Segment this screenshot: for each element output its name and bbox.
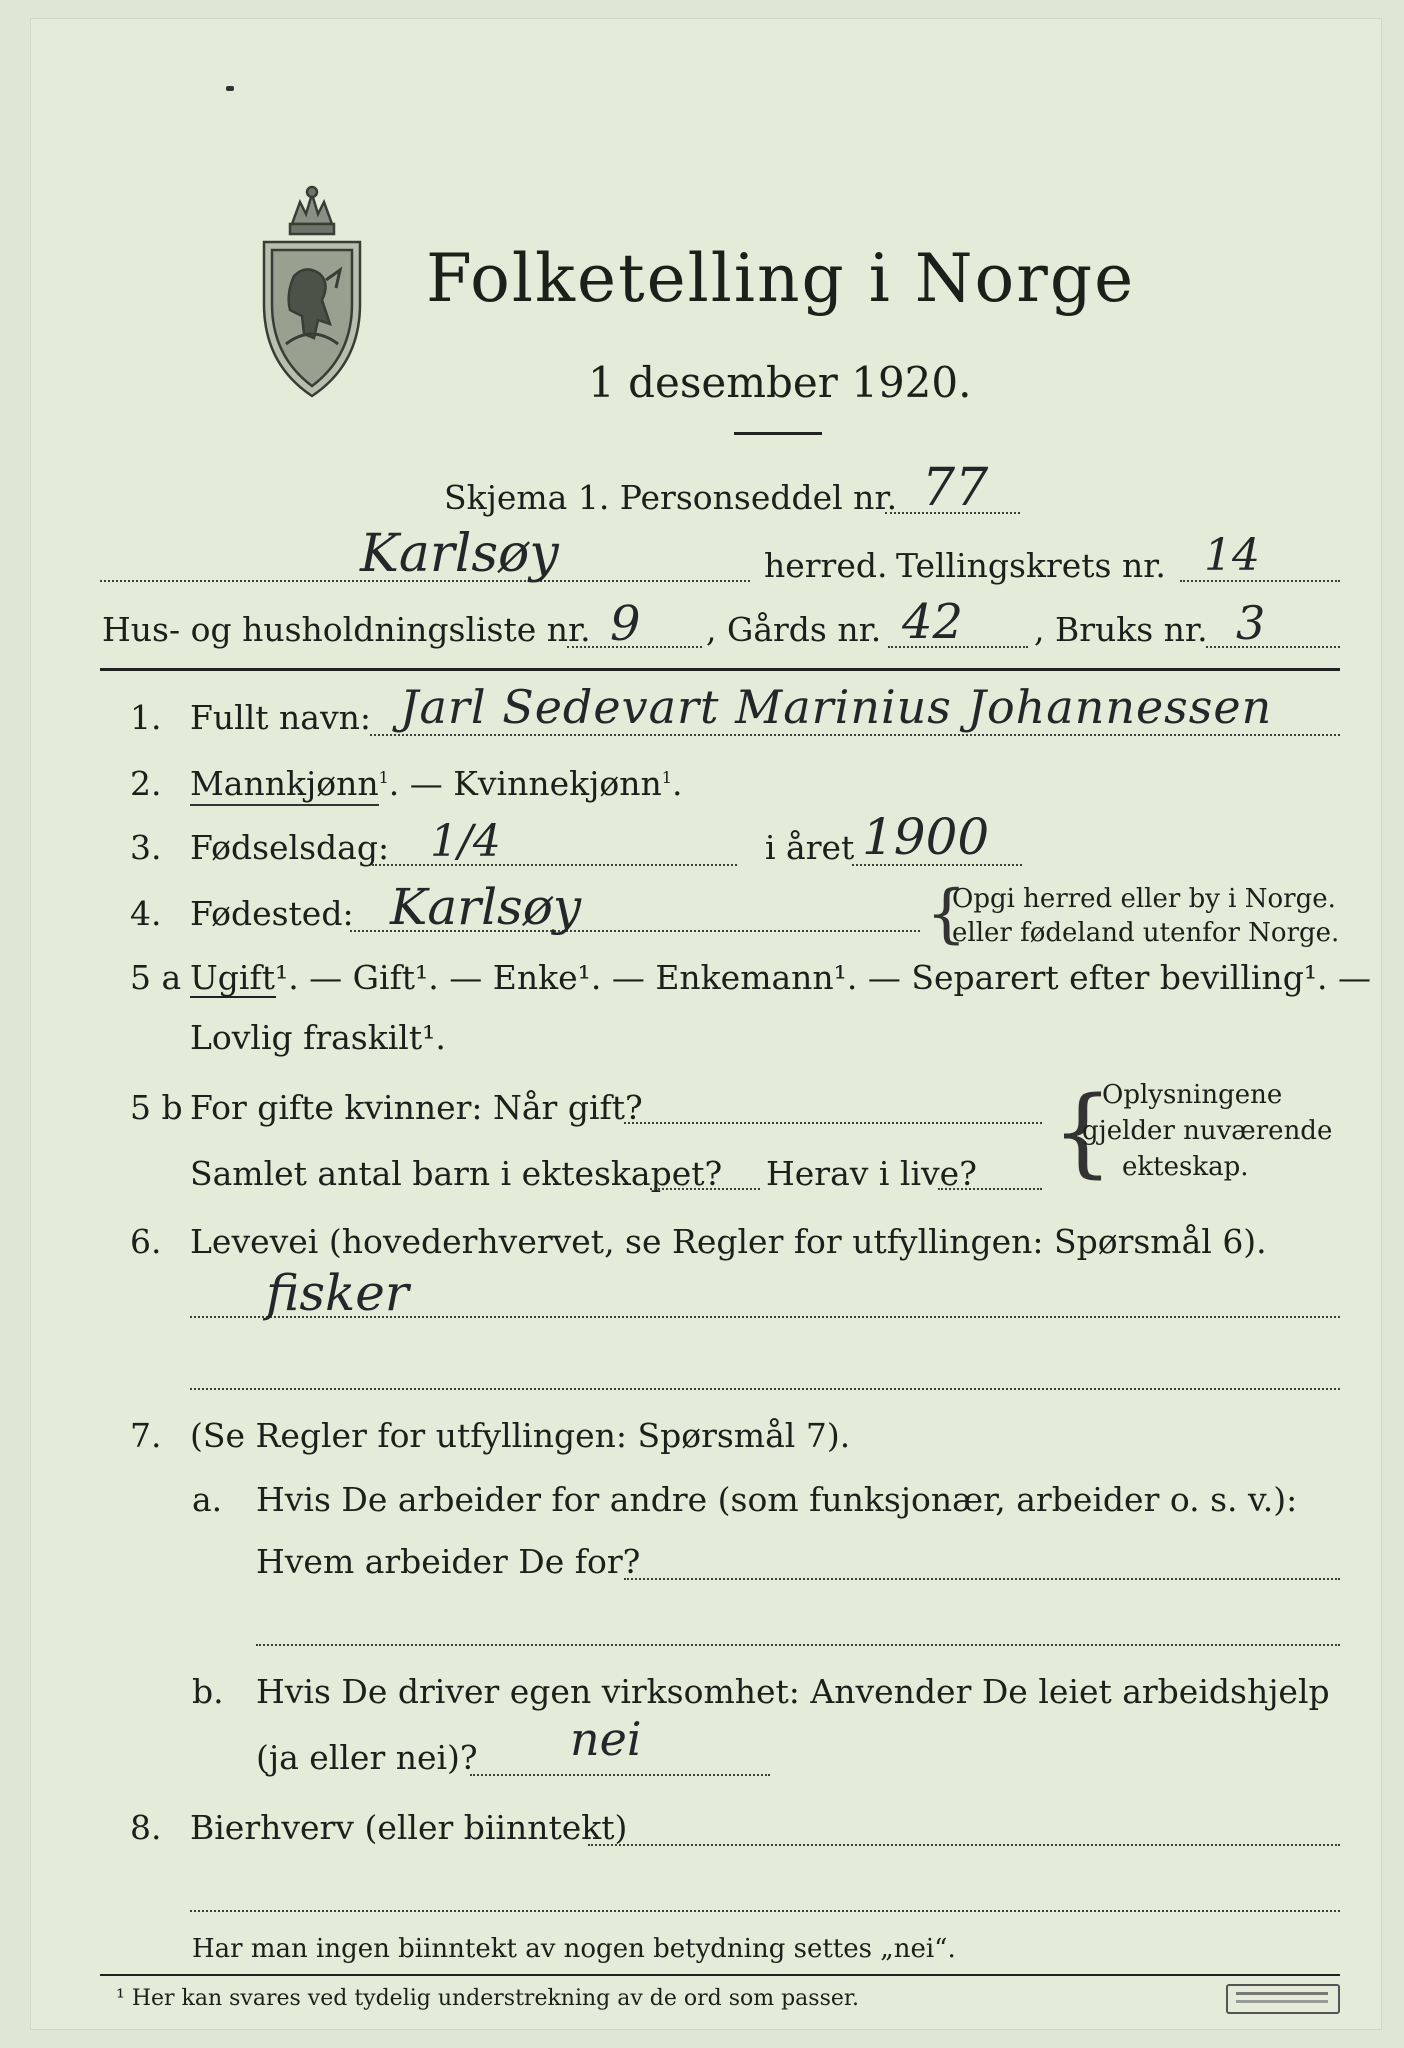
q6-number: 6. — [130, 1222, 162, 1261]
tellingskrets-number: 14 — [1204, 530, 1260, 581]
q8-note: Har man ingen biinntekt av nogen betydning settes „nei“. — [192, 1934, 956, 1964]
schema-label: Skjema 1. Personseddel nr. — [444, 478, 898, 517]
ink-spot — [226, 86, 234, 91]
q7b-text-2: (ja eller nei)? — [256, 1738, 478, 1777]
q4-label: Fødested: — [190, 894, 354, 933]
q2-female-option: Kvinnekjønn — [453, 764, 662, 803]
q4-birthplace: Karlsøy — [390, 878, 582, 936]
q1-full-name: Jarl Sedevart Marinius Johannessen — [400, 680, 1273, 734]
q6-occupation: fisker — [266, 1264, 409, 1322]
printer-stamp — [1226, 1984, 1340, 2014]
q1-number: 1. — [130, 698, 162, 737]
q5b-note-2: gjelder nuværende — [1082, 1116, 1333, 1146]
q4-number: 4. — [130, 894, 162, 933]
q2-number: 2. — [130, 764, 162, 803]
q5b-brace: { — [1052, 1076, 1114, 1188]
footer-rule — [100, 1974, 1340, 1976]
q5a-options: Ugift¹. — Gift¹. — Enke¹. — Enkemann¹. — Separert efter bevilling¹. — — [190, 958, 1372, 997]
bruks-number: 3 — [1236, 596, 1266, 650]
q1-line — [370, 734, 1340, 736]
q8-number: 8. — [130, 1808, 162, 1847]
q2-male-option: Mannkjønn — [190, 764, 379, 806]
page-subtitle: 1 desember 1920. — [588, 358, 972, 407]
herred-value: Karlsøy — [360, 524, 559, 584]
q3-number: 3. — [130, 828, 162, 867]
q7b-text: Hvis De driver egen virksomhet: Anvender De leiet arbeidshjelp — [256, 1672, 1330, 1711]
q3-birth-year: 1900 — [862, 808, 990, 866]
coat-of-arms-icon — [256, 184, 368, 402]
q5b-label: For gifte kvinner: Når gift? — [190, 1088, 643, 1127]
q2-separator: . — — [388, 764, 454, 803]
q5b-children-label: Samlet antal barn i ekteskapet? — [190, 1154, 723, 1193]
q7a-letter: a. — [192, 1480, 223, 1519]
q5b-note-1: Oplysningene — [1102, 1080, 1283, 1110]
page-title: Folketelling i Norge — [426, 240, 1136, 317]
title-rule — [734, 432, 822, 435]
hus-label: Hus- og husholdningsliste nr. — [102, 610, 591, 649]
q5a-options-2: Lovlig fraskilt¹. — [190, 1018, 446, 1057]
q1-label: Fullt navn: — [190, 698, 371, 737]
q6-line-2 — [190, 1388, 1340, 1390]
q5a-number: 5 a — [130, 958, 182, 997]
q2-options: Mannkjønn$^1$. — Kvinnekjønn$^1$. — [190, 764, 682, 803]
gards-label: , Gårds nr. — [706, 610, 882, 649]
personseddel-number: 77 — [922, 458, 989, 518]
q7a-text: Hvis De arbeider for andre (som funksjonær, arbeider o. s. v.): — [256, 1480, 1298, 1519]
q3-birth-day: 1/4 — [430, 816, 501, 867]
q5b-when-line — [624, 1122, 1042, 1124]
q4-note-1: Opgi herred eller by i Norge. — [952, 884, 1336, 914]
q3-label: Fødselsdag: — [190, 828, 390, 867]
header-rule — [100, 668, 1340, 671]
q7a-line-1 — [624, 1578, 1340, 1580]
bruks-line — [1206, 646, 1340, 648]
q7a-line-2 — [256, 1644, 1340, 1646]
q8-label: Bierhverv (eller biinntekt) — [190, 1808, 628, 1847]
q4-note-2: eller fødeland utenfor Norge. — [952, 918, 1340, 948]
q3-day-line — [372, 864, 737, 866]
q5b-alive-label: Herav i live? — [766, 1154, 977, 1193]
q5b-note-3: ekteskap. — [1122, 1152, 1249, 1182]
q5b-alive-line — [938, 1188, 1042, 1190]
q4-brace: { — [926, 877, 967, 951]
q7b-answer: nei — [570, 1712, 642, 1766]
q7b-line — [470, 1774, 770, 1776]
tellingskrets-label: Tellingskrets nr. — [896, 546, 1166, 585]
q7-number: 7. — [130, 1416, 162, 1455]
q8-line-1 — [588, 1844, 1340, 1846]
q3-year-label: i året — [765, 828, 855, 867]
q5b-children-line — [650, 1188, 760, 1190]
q8-line-2 — [190, 1910, 1340, 1912]
hus-number: 9 — [610, 596, 641, 652]
herred-label: herred. — [764, 546, 888, 585]
q6-label: Levevei (hovederhvervet, se Regler for utfyllingen: Spørsmål 6). — [190, 1222, 1267, 1261]
q7b-letter: b. — [192, 1672, 224, 1711]
q5b-number: 5 b — [130, 1088, 183, 1127]
bruks-label: , Bruks nr. — [1034, 610, 1208, 649]
census-form — [30, 18, 1382, 2030]
q5a-ugift-underline — [190, 996, 276, 998]
footnote: ¹ Her kan svares ved tydelig understrekning av de ord som passer. — [116, 1986, 859, 2011]
gards-number: 42 — [902, 594, 964, 650]
q7-label: (Se Regler for utfyllingen: Spørsmål 7). — [190, 1416, 851, 1455]
q7a-text-2: Hvem arbeider De for? — [256, 1542, 641, 1581]
